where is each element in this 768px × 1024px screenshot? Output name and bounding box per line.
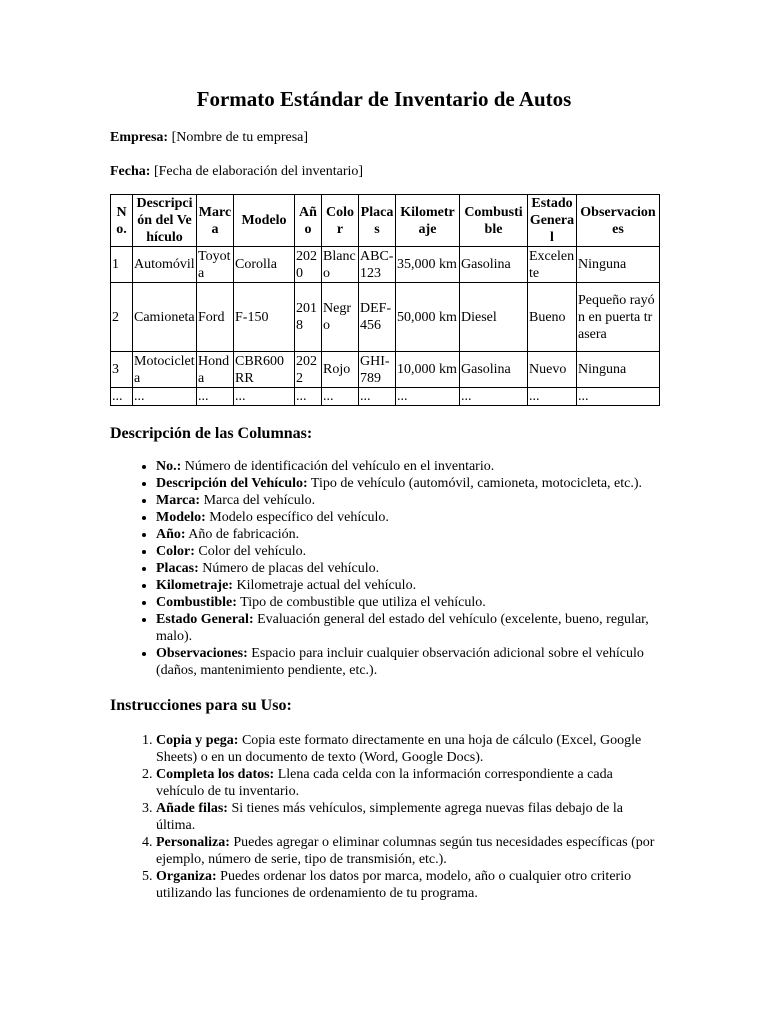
table-row bbox=[111, 247, 660, 283]
columns-heading: Descripción de las Columnas: bbox=[110, 425, 313, 442]
list-item-term: Marca: bbox=[156, 493, 201, 508]
table-cell: Excelente bbox=[528, 247, 577, 283]
table-cell: ... bbox=[234, 388, 295, 406]
list-item-desc: Si tienes más vehículos, simplemente agrega nuevas filas debajo de la última. bbox=[156, 801, 623, 833]
list-item-term: Modelo: bbox=[156, 510, 206, 525]
table-cell: Rojo bbox=[322, 352, 359, 388]
list-item bbox=[156, 560, 660, 577]
inventory-table bbox=[110, 194, 660, 406]
table-cell: Camioneta bbox=[133, 283, 197, 352]
document-content bbox=[110, 85, 660, 902]
col-header: Observaciones bbox=[577, 195, 660, 247]
list-item-term: Organiza: bbox=[156, 869, 217, 884]
table-row bbox=[111, 283, 660, 352]
page-title: Formato Estándar de Inventario de Autos bbox=[196, 87, 572, 111]
list-item bbox=[156, 611, 660, 645]
table-cell: Pequeño rayón en puerta trasera bbox=[577, 283, 660, 352]
list-item-term: Año: bbox=[156, 527, 186, 542]
table-cell: Gasolina bbox=[460, 247, 528, 283]
table-cell: ... bbox=[111, 388, 133, 406]
list-item bbox=[156, 800, 660, 834]
list-item-term: Personaliza: bbox=[156, 835, 230, 850]
list-item-desc: Color del vehículo. bbox=[198, 544, 307, 559]
table-cell: ... bbox=[460, 388, 528, 406]
list-item-desc: Modelo específico del vehículo. bbox=[209, 510, 389, 525]
col-header: Combustible bbox=[460, 195, 528, 247]
table-cell: CBR600RR bbox=[234, 352, 295, 388]
list-item-desc: Número de identificación del vehículo en el inventario. bbox=[184, 459, 495, 474]
list-item-desc: Copia este formato directamente en una hoja de cálculo (Excel, Google Sheets) o en un documento de texto (Word, Google Docs). bbox=[156, 733, 642, 765]
list-item-desc: Puedes agregar o eliminar columnas según tus necesidades específicas (por ejemplo, número de serie, tipo de transmisión, etc.). bbox=[156, 835, 655, 867]
table-cell: 35,000 km bbox=[396, 247, 460, 283]
list-item-term: Añade filas: bbox=[156, 801, 228, 816]
empresa-value: [Nombre de tu empresa] bbox=[171, 130, 309, 145]
table-cell: 3 bbox=[111, 352, 133, 388]
fecha-line bbox=[110, 163, 660, 180]
list-item bbox=[156, 509, 660, 526]
list-item-desc: Tipo de vehículo (automóvil, camioneta, motocicleta, etc.). bbox=[310, 476, 643, 491]
table-cell: Gasolina bbox=[460, 352, 528, 388]
table-cell: ... bbox=[322, 388, 359, 406]
list-item bbox=[156, 526, 660, 543]
table-cell: Blanco bbox=[322, 247, 359, 283]
list-item-term: Kilometraje: bbox=[156, 578, 233, 593]
table-cell: ... bbox=[295, 388, 322, 406]
table-cell: ... bbox=[528, 388, 577, 406]
table-cell: Corolla bbox=[234, 247, 295, 283]
col-header: Placas bbox=[359, 195, 396, 247]
list-item-term: No.: bbox=[156, 459, 182, 474]
table-cell: 2018 bbox=[295, 283, 322, 352]
list-item-desc: Evaluación general del estado del vehículo (excelente, bueno, regular, malo). bbox=[156, 612, 649, 644]
table-row bbox=[111, 388, 660, 406]
col-header: Año bbox=[295, 195, 322, 247]
list-item-term: Color: bbox=[156, 544, 195, 559]
list-item-term: Combustible: bbox=[156, 595, 237, 610]
fecha-label: Fecha: bbox=[110, 164, 151, 179]
list-item bbox=[156, 645, 660, 679]
list-item bbox=[156, 543, 660, 560]
list-item-desc: Llena cada celda con la información correspondiente a cada vehículo de tu inventario. bbox=[156, 767, 613, 799]
empresa-line bbox=[110, 129, 660, 146]
table-cell: F-150 bbox=[234, 283, 295, 352]
table-cell: 50,000 km bbox=[396, 283, 460, 352]
list-item-desc: Año de fabricación. bbox=[188, 527, 300, 542]
empresa-label: Empresa: bbox=[110, 130, 169, 145]
list-item-term: Estado General: bbox=[156, 612, 254, 627]
table-cell: Ninguna bbox=[577, 352, 660, 388]
list-item bbox=[156, 594, 660, 611]
table-cell: 2 bbox=[111, 283, 133, 352]
table-cell: GHI-789 bbox=[359, 352, 396, 388]
table-cell: Motocicleta bbox=[134, 353, 195, 386]
table-cell: ... bbox=[359, 388, 396, 406]
list-item bbox=[156, 577, 660, 594]
table-cell: Toyota bbox=[197, 247, 234, 283]
table-cell: ... bbox=[133, 388, 197, 406]
table-cell: Ford bbox=[197, 283, 234, 352]
list-item-term: Completa los datos: bbox=[156, 767, 275, 782]
table-cell: Honda bbox=[197, 352, 234, 388]
list-item-desc: Número de placas del vehículo. bbox=[202, 561, 380, 576]
list-item bbox=[156, 732, 660, 766]
table-cell: Bueno bbox=[528, 283, 577, 352]
table-cell: 1 bbox=[111, 247, 133, 283]
list-item bbox=[156, 766, 660, 800]
col-header: No. bbox=[111, 195, 133, 247]
table-cell: Automóvil bbox=[133, 247, 197, 283]
table-cell: DEF-456 bbox=[359, 283, 396, 352]
col-header: Modelo bbox=[234, 195, 295, 247]
list-item-term: Copia y pega: bbox=[156, 733, 239, 748]
list-item-desc: Puedes ordenar los datos por marca, modelo, año o cualquier otro criterio utilizando las funciones de ordenamiento de tu programa. bbox=[156, 869, 632, 901]
list-item bbox=[156, 868, 660, 902]
list-item bbox=[156, 834, 660, 868]
table-cell: Diesel bbox=[460, 283, 528, 352]
instructions-list bbox=[110, 732, 660, 902]
list-item-desc: Espacio para incluir cualquier observación adicional sobre el vehículo (daños, mantenimiento pendiente, etc.). bbox=[156, 646, 644, 678]
list-item bbox=[156, 492, 660, 509]
col-header: Color bbox=[322, 195, 359, 247]
col-header: Descripción del Vehículo bbox=[133, 195, 197, 247]
table-cell: 2020 bbox=[295, 247, 322, 283]
table-cell: Nuevo bbox=[528, 352, 577, 388]
table-cell: 2022 bbox=[295, 352, 322, 388]
table-cell: 10,000 km bbox=[396, 352, 460, 388]
col-header: Estado General bbox=[528, 195, 577, 247]
col-header: Marca bbox=[197, 195, 234, 247]
instructions-heading: Instrucciones para su Uso: bbox=[110, 697, 292, 714]
table-row bbox=[111, 352, 660, 388]
list-item-desc: Marca del vehículo. bbox=[203, 493, 316, 508]
columns-list bbox=[110, 458, 660, 679]
fecha-value: [Fecha de elaboración del inventario] bbox=[153, 164, 364, 179]
list-item-term: Descripción del Vehículo: bbox=[156, 476, 308, 491]
list-item-term: Placas: bbox=[156, 561, 199, 576]
table-cell: ABC-123 bbox=[359, 247, 396, 283]
col-header: Kilometraje bbox=[396, 195, 460, 247]
table-cell: ... bbox=[197, 388, 234, 406]
list-item-desc: Tipo de combustible que utiliza el vehículo. bbox=[240, 595, 486, 610]
list-item-desc: Kilometraje actual del vehículo. bbox=[236, 578, 417, 593]
list-item bbox=[156, 475, 660, 492]
table-cell: Negro bbox=[322, 283, 359, 352]
list-item bbox=[156, 458, 660, 475]
table-cell: Ninguna bbox=[577, 247, 660, 283]
list-item-term: Observaciones: bbox=[156, 646, 248, 661]
table-header-row bbox=[111, 195, 660, 247]
table-cell: ... bbox=[396, 388, 460, 406]
table-cell: ... bbox=[577, 388, 660, 406]
